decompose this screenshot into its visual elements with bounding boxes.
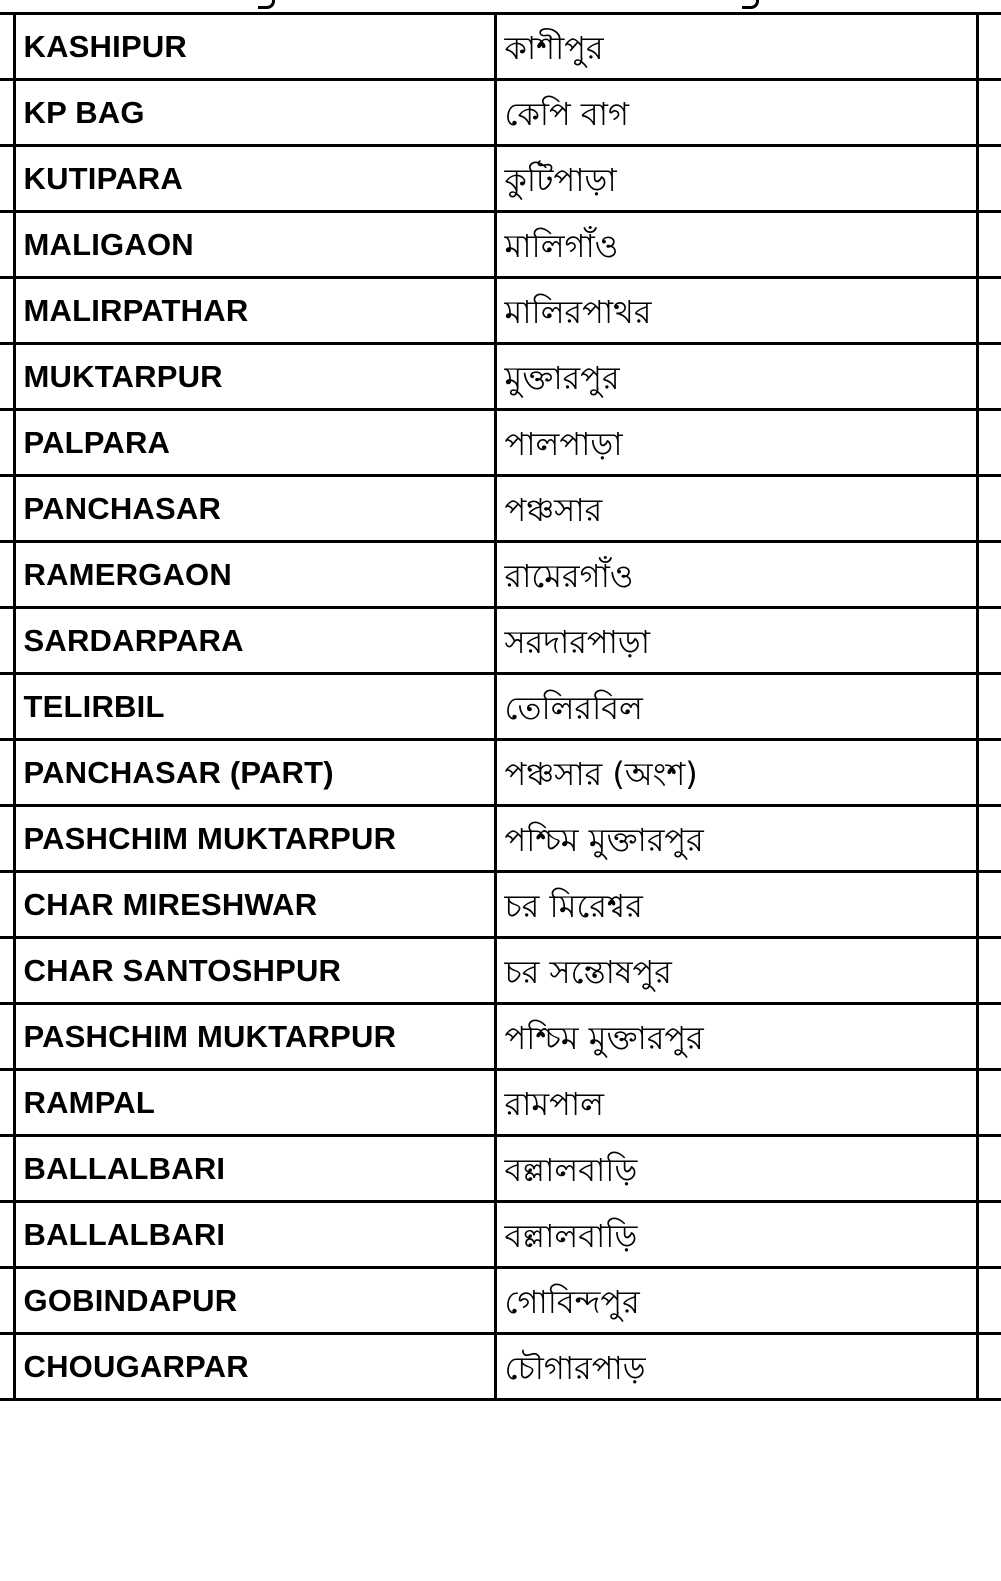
cut-off-header-row [0,0,1001,12]
bengali-name-cell: গোবিন্দপুর [495,1268,977,1334]
table-row [0,344,1001,410]
bengali-name-cell: পঞ্চসার [495,476,977,542]
right-edge-cell [977,542,1001,608]
left-edge-cell [0,1004,14,1070]
table-row [0,806,1001,872]
english-name-cell: MALIRPATHAR [14,278,495,344]
table-row [0,1070,1001,1136]
right-edge-cell [977,146,1001,212]
bengali-name-cell: কুটিপাড়া [495,146,977,212]
left-edge-cell [0,476,14,542]
bengali-name-cell: মালিরপাথর [495,278,977,344]
table-row [0,542,1001,608]
right-edge-cell [977,1070,1001,1136]
english-name-cell: RAMPAL [14,1070,495,1136]
left-edge-cell [0,1268,14,1334]
left-edge-cell [0,14,14,80]
right-edge-cell [977,1268,1001,1334]
table-row [0,1202,1001,1268]
english-name-cell: PASHCHIM MUKTARPUR [14,1004,495,1070]
bengali-name-cell: বল্লালবাড়ি [495,1202,977,1268]
left-edge-cell [0,542,14,608]
right-edge-cell [977,1334,1001,1400]
table-row [0,1136,1001,1202]
bengali-name-cell: পালপাড়া [495,410,977,476]
right-edge-cell [977,278,1001,344]
english-name-cell: KP BAG [14,80,495,146]
bengali-name-cell: রামেরগাঁও [495,542,977,608]
table-row [0,278,1001,344]
english-name-cell: CHAR SANTOSHPUR [14,938,495,1004]
english-name-cell: SARDARPARA [14,608,495,674]
english-name-cell: PALPARA [14,410,495,476]
table-row [0,1334,1001,1400]
bengali-name-cell: পশ্চিম মুক্তারপুর [495,1004,977,1070]
right-edge-cell [977,1202,1001,1268]
left-edge-cell [0,1136,14,1202]
bengali-name-cell: চৌগারপাড় [495,1334,977,1400]
table-row [0,80,1001,146]
bengali-name-cell: চর সন্তোষপুর [495,938,977,1004]
right-edge-cell [977,14,1001,80]
table-row [0,146,1001,212]
left-edge-cell [0,1070,14,1136]
cut-off-glyph [742,0,759,9]
table-row [0,938,1001,1004]
english-name-cell: RAMERGAON [14,542,495,608]
right-edge-cell [977,80,1001,146]
right-edge-cell [977,410,1001,476]
english-name-cell: BALLALBARI [14,1136,495,1202]
left-edge-cell [0,80,14,146]
table-row [0,1268,1001,1334]
right-edge-cell [977,212,1001,278]
right-edge-cell [977,674,1001,740]
right-edge-cell [977,806,1001,872]
right-edge-cell [977,872,1001,938]
bengali-name-cell: পশ্চিম মুক্তারপুর [495,806,977,872]
left-edge-cell [0,1202,14,1268]
english-name-cell: CHAR MIRESHWAR [14,872,495,938]
left-edge-cell [0,806,14,872]
right-edge-cell [977,476,1001,542]
table-row [0,14,1001,80]
left-edge-cell [0,740,14,806]
right-edge-cell [977,1136,1001,1202]
bengali-name-cell: রামপাল [495,1070,977,1136]
right-edge-cell [977,740,1001,806]
english-name-cell: PANCHASAR (PART) [14,740,495,806]
table-row [0,674,1001,740]
table-row [0,740,1001,806]
table-row [0,476,1001,542]
bengali-name-cell: মুক্তারপুর [495,344,977,410]
english-name-cell: CHOUGARPAR [14,1334,495,1400]
english-name-cell: KUTIPARA [14,146,495,212]
left-edge-cell [0,872,14,938]
table-row [0,872,1001,938]
cut-off-glyph [258,0,275,9]
right-edge-cell [977,1004,1001,1070]
bengali-name-cell: পঞ্চসার (অংশ) [495,740,977,806]
bengali-name-cell: তেলিরবিল [495,674,977,740]
left-edge-cell [0,608,14,674]
left-edge-cell [0,344,14,410]
english-name-cell: BALLALBARI [14,1202,495,1268]
bengali-name-cell: কাশীপুর [495,14,977,80]
right-edge-cell [977,938,1001,1004]
left-edge-cell [0,278,14,344]
bengali-name-cell: কেপি বাগ [495,80,977,146]
english-name-cell: MUKTARPUR [14,344,495,410]
bengali-name-cell: মালিগাঁও [495,212,977,278]
table-row [0,1004,1001,1070]
table-row [0,212,1001,278]
english-name-cell: KASHIPUR [14,14,495,80]
english-name-cell: GOBINDAPUR [14,1268,495,1334]
right-edge-cell [977,608,1001,674]
english-name-cell: PASHCHIM MUKTARPUR [14,806,495,872]
left-edge-cell [0,410,14,476]
english-name-cell: MALIGAON [14,212,495,278]
table-row [0,410,1001,476]
right-edge-cell [977,344,1001,410]
left-edge-cell [0,674,14,740]
bengali-name-cell: সরদারপাড়া [495,608,977,674]
english-name-cell: PANCHASAR [14,476,495,542]
left-edge-cell [0,146,14,212]
left-edge-cell [0,212,14,278]
table-row [0,608,1001,674]
english-name-cell: TELIRBIL [14,674,495,740]
bengali-name-cell: বল্লালবাড়ি [495,1136,977,1202]
bengali-name-cell: চর মিরেশ্বর [495,872,977,938]
village-name-table [0,12,1001,1401]
left-edge-cell [0,938,14,1004]
left-edge-cell [0,1334,14,1400]
table-body [0,14,1001,1400]
